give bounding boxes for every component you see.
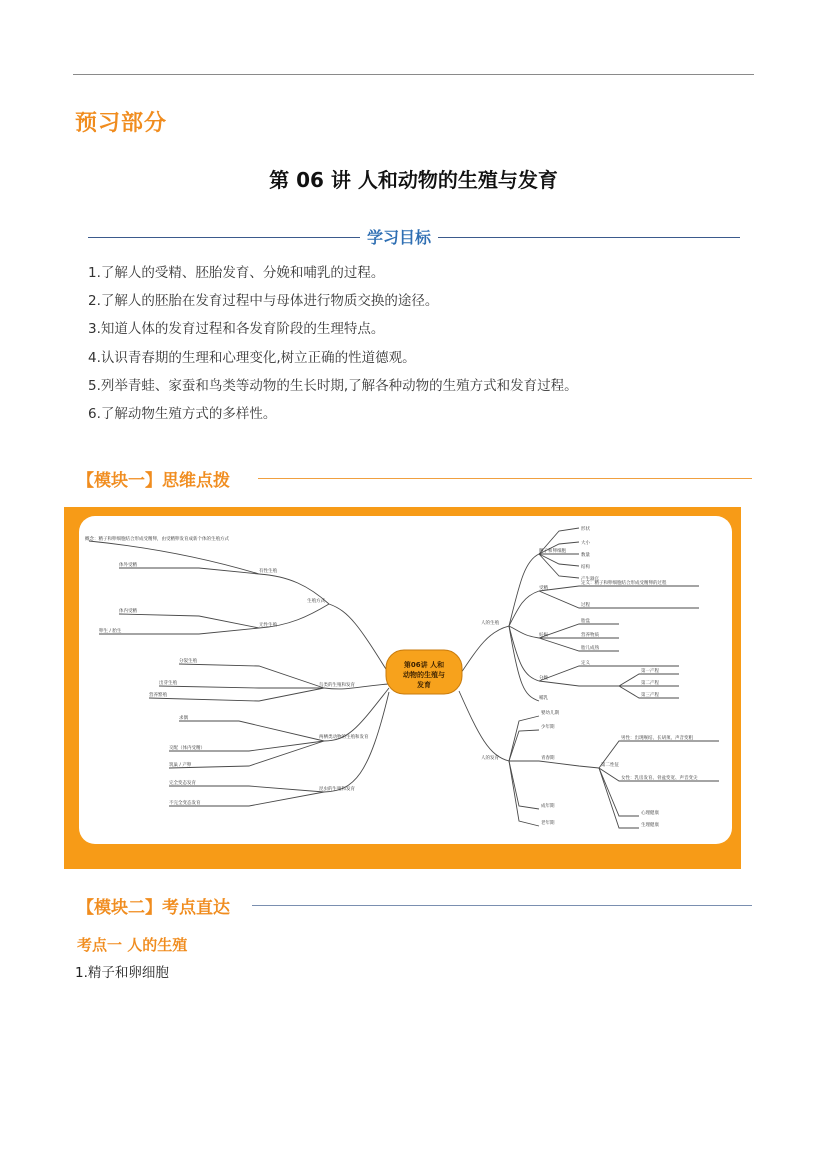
svg-text:定义：精子和卵细胞结合形成受精卵的过程: 定义：精子和卵细胞结合形成受精卵的过程 [581, 581, 667, 586]
svg-text:过程: 过程 [581, 603, 590, 608]
top-rule [73, 74, 754, 75]
svg-text:营养物质: 营养物质 [581, 633, 599, 638]
svg-text:妊娠: 妊娠 [539, 633, 548, 638]
module2-rule [252, 905, 752, 906]
mindmap-center-text-1: 第06讲 人和 [403, 661, 445, 669]
svg-text:精子和卵细胞: 精子和卵细胞 [539, 549, 566, 554]
svg-text:人的发育: 人的发育 [481, 756, 499, 761]
goals-rule-right [438, 237, 740, 238]
svg-text:男性：出现喉结、长胡须、声音变粗: 男性：出现喉结、长胡须、声音变粗 [621, 736, 693, 741]
svg-text:卵生 / 胎生: 卵生 / 胎生 [99, 629, 122, 634]
preview-heading: 预习部分 [75, 111, 168, 136]
kaodian-title: 考点一 人的生殖 [77, 936, 188, 954]
svg-text:青春期: 青春期 [541, 756, 555, 761]
svg-text:胎儿成熟: 胎儿成熟 [581, 646, 599, 651]
svg-text:结构: 结构 [581, 565, 590, 570]
svg-text:分裂生殖: 分裂生殖 [179, 659, 197, 664]
goal-item: 4.认识青春期的生理和心理变化,树立正确的性道德观。 [88, 349, 416, 366]
svg-text:少年期: 少年期 [541, 725, 555, 730]
mindmap-card [79, 516, 732, 844]
goal-item: 6.了解动物生殖方式的多样性。 [88, 406, 277, 423]
svg-text:第一产程: 第一产程 [641, 669, 659, 674]
svg-text:定义: 定义 [581, 661, 590, 666]
svg-text:出芽生殖: 出芽生殖 [159, 681, 177, 686]
svg-text:第二产程: 第二产程 [641, 681, 659, 686]
svg-text:不完全变态发育: 不完全变态发育 [169, 801, 201, 806]
svg-text:生理健康: 生理健康 [641, 823, 659, 828]
svg-text:第三产程: 第三产程 [641, 693, 659, 698]
goal-item: 1.了解人的受精、胚胎发育、分娩和哺乳的过程。 [88, 265, 385, 281]
svg-text:交配（体内受精）: 交配（体内受精） [169, 746, 205, 751]
svg-text:第二性征: 第二性征 [601, 763, 619, 768]
mindmap-graphic [79, 516, 732, 844]
svg-text:生殖方式: 生殖方式 [307, 599, 325, 604]
svg-text:营养繁殖: 营养繁殖 [149, 693, 167, 698]
mindmap-center-text-3: 发育 [417, 681, 431, 689]
goal-item: 5.列举青蛙、家蚕和鸟类等动物的生长时期,了解各种动物的生殖方式和发育过程。 [88, 377, 578, 394]
svg-text:完全变态发育: 完全变态发育 [169, 781, 196, 786]
svg-text:有性生殖: 有性生殖 [259, 569, 277, 574]
svg-text:体内受精: 体内受精 [119, 609, 137, 614]
goals-rule-left [88, 237, 360, 238]
svg-text:体外受精: 体外受精 [119, 563, 137, 568]
svg-text:数量: 数量 [581, 553, 590, 558]
svg-text:大小: 大小 [581, 541, 590, 546]
svg-text:胎盘: 胎盘 [581, 619, 590, 624]
goals-heading: 学习目标 [366, 228, 431, 247]
svg-text:求偶: 求偶 [179, 716, 188, 721]
svg-text:人的生殖: 人的生殖 [481, 621, 499, 626]
learning-goals-header [88, 225, 740, 249]
svg-text:鸟类的生殖和发育: 鸟类的生殖和发育 [319, 683, 355, 688]
mindmap-center-text-2: 动物的生殖与 [403, 671, 445, 679]
svg-text:概念：精子和卵细胞结合形成受精卵，由受精卵发育成新个体的生殖: 概念：精子和卵细胞结合形成受精卵，由受精卵发育成新个体的生殖方式 [85, 537, 229, 542]
svg-text:女性：乳房发育、骨盆变宽、声音变尖: 女性：乳房发育、骨盆变宽、声音变尖 [621, 776, 698, 781]
svg-text:产生器官: 产生器官 [581, 577, 599, 582]
svg-text:筑巢 / 产卵: 筑巢 / 产卵 [169, 763, 192, 768]
svg-text:昆虫的生殖和发育: 昆虫的生殖和发育 [319, 787, 355, 792]
kaodian-first-item: 1.精子和卵细胞 [75, 965, 169, 981]
svg-text:心理健康: 心理健康 [641, 811, 659, 816]
svg-text:哺乳: 哺乳 [539, 696, 548, 701]
svg-text:无性生殖: 无性生殖 [259, 623, 277, 628]
svg-text:两栖类动物的生殖和发育: 两栖类动物的生殖和发育 [319, 735, 369, 740]
module1-title: 【模块一】思维点拨 [77, 471, 230, 491]
svg-text:婴幼儿期: 婴幼儿期 [541, 711, 559, 716]
svg-text:形状: 形状 [581, 527, 590, 532]
goal-item: 2.了解人的胚胎在发育过程中与母体进行物质交换的途径。 [88, 293, 439, 310]
svg-text:受精: 受精 [539, 586, 548, 591]
svg-text:老年期: 老年期 [541, 821, 555, 826]
svg-text:成年期: 成年期 [541, 804, 555, 809]
goal-item: 3.知道人体的发育过程和各发育阶段的生理特点。 [88, 321, 385, 338]
module2-title: 【模块二】考点直达 [77, 898, 230, 918]
lesson-title: 第 06 讲 人和动物的生殖与发育 [269, 168, 558, 192]
learning-goals-list [88, 259, 578, 428]
module1-rule [258, 478, 752, 479]
svg-text:分娩: 分娩 [539, 676, 548, 681]
